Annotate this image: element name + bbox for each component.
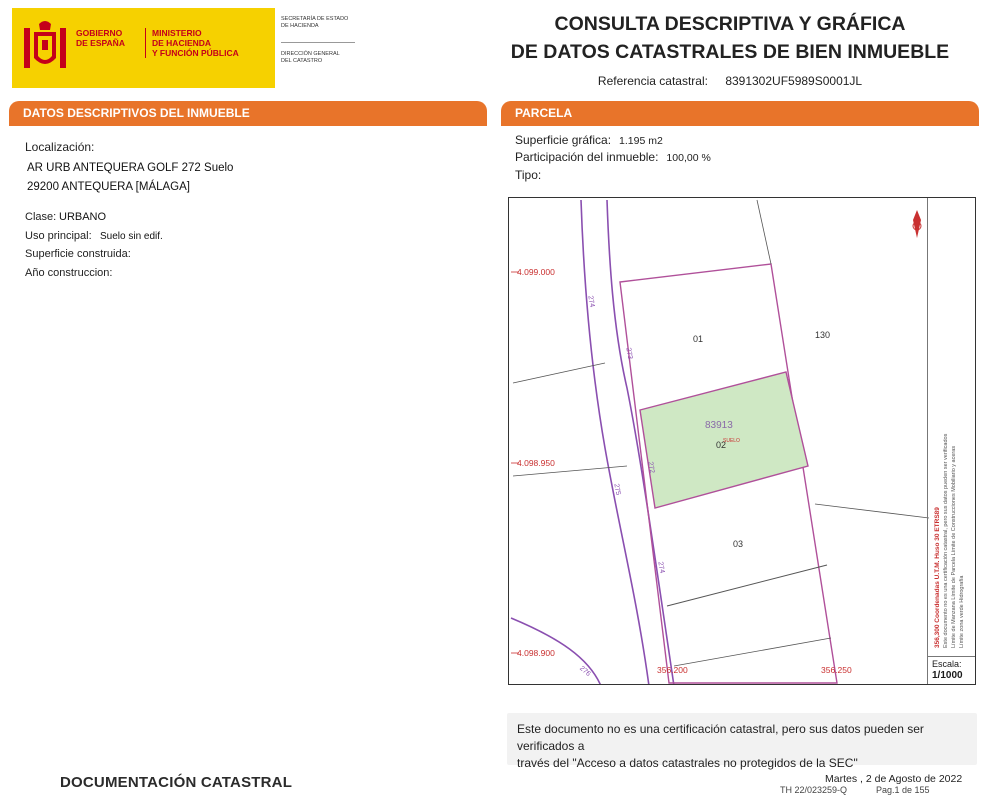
contour-label-275: 275 — [612, 483, 622, 496]
scale-box — [927, 656, 975, 684]
north-arrow-icon — [913, 210, 921, 238]
cadastral-map — [508, 197, 976, 685]
participacion: Participación del inmueble: 100,00 % — [515, 150, 711, 164]
uso-label: Uso principal: — [25, 230, 92, 242]
parcel-id-label: 83913 — [705, 420, 733, 431]
tipo-label: Tipo: — [515, 168, 542, 182]
disclaimer-line-1: Este documento no es una certificación catastral, pero sus datos pueden ser verificados a — [517, 722, 924, 753]
contour-label-276: 276 — [578, 665, 592, 678]
footer-page: Pag.1 de 155 — [876, 785, 930, 795]
coord-label-4099000: 4.099.000 — [517, 267, 555, 277]
contour-label-273: 273 — [624, 347, 634, 360]
coat-of-arms-icon — [22, 18, 68, 78]
scale-value: 1/1000 — [932, 670, 963, 681]
uso-value: Suelo sin edif. — [100, 231, 163, 242]
footer-title: DOCUMENTACIÓN CATASTRAL — [60, 774, 293, 791]
referencia-catastral — [470, 74, 990, 88]
ref-value: 8391302UF5989S0001JL — [725, 74, 863, 88]
road-edge-left — [581, 200, 649, 685]
coord-label-4098950: 4.098.950 — [517, 458, 555, 468]
map-legend — [927, 198, 975, 658]
contour-label-274: 274 — [586, 295, 596, 308]
anio-construccion-label: Año construccion: — [25, 267, 113, 279]
ref-label: Referencia catastral: — [597, 74, 708, 88]
contour-label-272: 272 — [646, 461, 656, 474]
contour-label-274b: 274 — [656, 561, 666, 574]
disclaimer-line-2: través del "Acceso a datos catastrales no protegidos de la SEC" — [517, 756, 858, 770]
coord-label-356200: 356.200 — [657, 665, 688, 675]
page-title: CONSULTA DESCRIPTIVA Y GRÁFICA DE DATOS CATASTRALES DE BIEN INMUEBLE — [510, 13, 950, 63]
parcel-label-02: 02 — [716, 440, 727, 450]
superficie-construida-label: Superficie construida: — [25, 248, 131, 260]
map-drawing — [509, 198, 976, 685]
legend-line-1: Este documento no es una certificación catastral, pero sus datos pueden ser verificados — [943, 433, 949, 648]
disclaimer-box — [507, 713, 977, 770]
ministerio-label: MINISTERIO DE HACIENDA Y FUNCIÓN PÚBLICA — [145, 28, 273, 58]
coord-label-356250: 356.250 — [821, 665, 852, 675]
footer-code: TH 22/023259-Q — [780, 785, 848, 795]
parcel-label-01: 01 — [693, 334, 704, 344]
section-header-inmueble: DATOS DESCRIPTIVOS DEL INMUEBLE — [9, 101, 487, 126]
section-header-parcela: PARCELA — [501, 101, 979, 126]
suelo-tag: SUELO — [723, 438, 740, 444]
legend-coordinates: 356,300 Coordenadas U.T.M. Huso 30 ETRS89 — [934, 507, 941, 648]
legend-line-2: Límite de Manzana Límite de Parcela Límite de Construcciones Mobiliario y aceras — [951, 445, 957, 648]
clase-value: URBANO — [59, 211, 107, 223]
parcel-label-130: 130 — [815, 330, 831, 340]
coord-label-4098900: 4.098.900 — [517, 648, 555, 658]
footer-date: Martes , 2 de Agosto de 2022 — [825, 773, 963, 785]
secretaria-label: SECRETARÍA DE ESTADO DE HACIENDA DIRECCIÓN GENERAL DEL CATASTRO — [281, 16, 361, 65]
address-line-1: AR URB ANTEQUERA GOLF 272 Suelo — [27, 162, 234, 174]
localizacion-label: Localización: — [25, 140, 95, 154]
address-line-2: 29200 ANTEQUERA [MÁLAGA] — [27, 181, 190, 193]
clase-label: Clase: — [25, 211, 57, 223]
legend-line-3: Límite zona verde Hidrografía — [959, 575, 965, 648]
superficie-grafica: Superficie gráfica: 1.195 m2 — [515, 133, 663, 147]
scale-label: Escala: — [932, 659, 962, 669]
parcel-label-03: 03 — [733, 539, 744, 549]
gobierno-label: GOBIERNO DE ESPAÑA — [76, 28, 125, 48]
government-logo-block — [12, 8, 275, 88]
